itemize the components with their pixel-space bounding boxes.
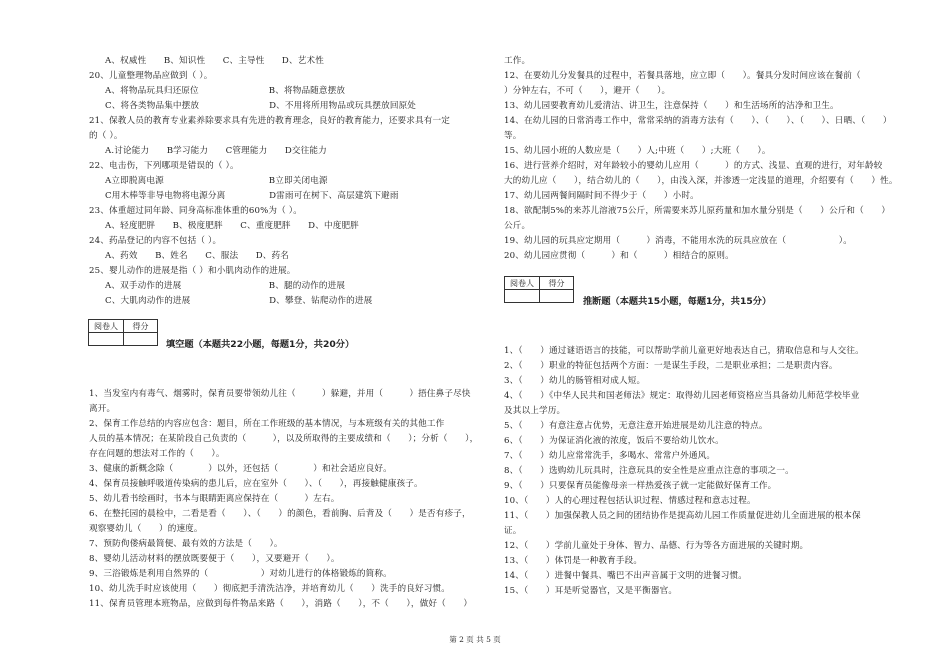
fill-question-line: 大的幼儿应（ ），结合幼儿的（ ），由浅入深，并渗透一定浅显的道理，介绍要有（ ）性。	[504, 176, 898, 186]
fill-question-line: 4、保育员接触呼吸道传染病的患儿后，应在室外（ ）、（ ），再接触健康孩子。	[89, 479, 423, 489]
option-line: C、大肌肉动作的进展 D、攀登、钻爬动作的进展	[105, 296, 373, 306]
score-box	[88, 319, 158, 346]
judge-question-line: 及其以上学历。	[504, 406, 566, 416]
option-line: A、双手动作的进展 B、腿的动作的进展	[105, 281, 346, 291]
fill-question-line: 存在问题的想法对工作的（ ）。	[89, 449, 225, 459]
judge-question-line: 4、（ ）《中华人民共和国老师法》规定：取得幼儿园老师资格应当具备幼儿师范学校毕业	[504, 391, 860, 401]
judge-question-line: 2、（ ）职业的特征包括两个方面：一是谋生手段，二是职业承担；二是职责内容。	[504, 361, 838, 371]
fill-question-line: 12、在要幼儿分发餐具的过程中，若餐具落地，应立即（ ）。餐具分发时间应该在餐前（	[504, 71, 861, 81]
question-line: 22、电击伤，下列哪项是错误的（ ）。	[89, 161, 239, 171]
fill-question-line: 16、进行营养介绍时，对年龄较小的婴幼儿应用（ ）的方式、浅显、直观的进行，对年龄较	[504, 161, 883, 171]
fill-question-line: 公斤。	[504, 221, 531, 231]
fill-question-line: 6、在整托园的晨检中，二看是看（ ）、（ ）的颜色，看前胸、后背及（ ）是否有疹子，	[89, 509, 471, 519]
question-line: 24、药品登记的内容不包括（ ）。	[89, 236, 222, 246]
grader-cell[interactable]	[505, 290, 539, 302]
score-box	[504, 276, 574, 303]
fill-question-line: 17、幼儿园两餐间隔时间不得少于（ ）小时。	[504, 191, 699, 201]
question-line: 20、儿童整理物品应做到（ ）。	[89, 71, 213, 81]
page-number: 第 2 页 共 5 页	[449, 635, 501, 644]
judge-question-line: 14、（ ）进餐中餐具、嘴巴不出声音属于文明的进餐习惯。	[504, 571, 748, 581]
option-line: A、将物品玩具归还原位 B、将物品随意摆放	[105, 86, 346, 96]
fill-question-line: 18、欲配制5%的来苏儿溶液75公斤，所需要来苏儿原药量和加水量分别是（ ）公斤和（ ）	[504, 206, 891, 216]
fill-question-line: 工作。	[504, 56, 531, 66]
fill-question-line: 8、婴幼儿活动材料的摆放既要便于（ ），又要避开（ ）。	[89, 554, 340, 564]
fill-question-line: 5、幼儿看书绘画时，书本与眼睛距离应保持在（ ）左右。	[89, 494, 340, 504]
judge-question-line: 1、（ ）通过谜语语言的技能，可以帮助学前儿童更好地表达自己，猜取信息和与人交往。	[504, 346, 864, 356]
judge-question-line: 5、（ ）有意注意占优势，无意注意开始进展是幼儿注意的特点。	[504, 421, 768, 431]
fill-question-line: 等。	[504, 131, 522, 141]
judge-question-line: 3、（ ）幼儿的肠管相对成人短。	[504, 376, 646, 386]
fill-question-line: 人员的基本情况；在某阶段自己负责的（ ），以及所取得的主要成绩和（ ）；分析（ ），	[89, 434, 479, 444]
fill-question-line: 13、幼儿园要教育幼儿爱清洁、讲卫生，注意保持（ ）和生活场所的洁净和卫生。	[504, 101, 839, 111]
score-label: 得分	[123, 320, 157, 332]
score-cell[interactable]	[123, 333, 157, 345]
option-line: A.讨论能力 B学习能力 C管理能力 D交往能力	[105, 146, 327, 156]
question-line: 的（ ）。	[89, 131, 123, 141]
option-line: A立即脱离电源 B立即关闭电源	[105, 176, 328, 186]
fill-question-line: 11、保育员管理本班物品，应做到每件物品来路（ ），消路（ ），不（ ），做好（ ）	[89, 599, 473, 609]
option-line: A、药效 B、姓名 C、服法 D、药名	[105, 251, 289, 261]
judge-question-line: 证。	[504, 526, 522, 536]
fill-question-line: 14、在幼儿园的日常消毒工作中，常常采纳的消毒方法有（ ）、（ ）、（ ）、日晒、（ ）	[504, 116, 892, 126]
grader-label: 阅卷人	[510, 278, 534, 288]
judge-question-line: 12、（ ）学前儿童处于身体、智力、品德、行为等各方面进展的关键时期。	[504, 541, 809, 551]
fill-question-line: 19、幼儿园的玩具应定期用（ ）消毒，不能用水洗的玩具应放在（ ）。	[504, 236, 852, 246]
fill-question-line: 观察婴幼儿（ ）的速度。	[89, 524, 203, 534]
grader-label: 阅卷人	[94, 321, 118, 331]
question-line: 23、体重超过同年龄、同身高标准体重的60%为（ ）。	[89, 206, 302, 216]
question-line: 21、保教人员的教育专业素养除要求具有先进的教育理念，良好的教育能力，还要求具有一定	[89, 116, 450, 126]
fill-question-line: 1、当发室内有毒气、烟雾时，保育员要带领幼儿往（ ）躲避，并用（ ）捂住鼻子尽快	[89, 389, 471, 399]
fill-question-line: 10、幼儿洗手时应该使用（ ）彻底把手清洗洁净，并培育幼儿（ ）洗手的良好习惯。	[89, 584, 450, 594]
fill-question-line: 3、健康的新概念除（ ）以外，还包括（ ）和社会适应良好。	[89, 464, 392, 474]
option-line: A、轻度肥胖 B、极度肥胖 C、重度肥胖 D、中度肥胖	[105, 221, 359, 231]
judge-question-line: 11、（ ）加强保教人员之间的团结协作是提高幼儿园工作质量促进幼儿全面进展的根本保	[504, 511, 861, 521]
question-line: 25、婴儿动作的进展是指（ ）和小肌肉动作的进展。	[89, 266, 296, 276]
score-cell[interactable]	[539, 290, 573, 302]
fill-question-line: 2、保育工作总结的内容应包含：题目，所在工作班级的基本情况，与本班级有关的其他工作	[89, 419, 445, 429]
fill-section-title: 填空题（本题共22小题，每题1分，共20分）	[166, 339, 355, 350]
judge-question-line: 10、（ ）人的心理过程包括认识过程、情感过程和意志过程。	[504, 496, 756, 506]
judge-question-line: 13、（ ）体罚是一种教育手段。	[504, 556, 643, 566]
judge-question-line: 7、（ ）幼儿应常常洗手，多喝水、常常户外通风。	[504, 451, 716, 461]
option-line: C、将各类物品集中摆放 D、不用将所用物品或玩具摆放回原处	[105, 101, 417, 111]
fill-question-line: 20、幼儿园应贯彻（ ）和（ ）相结合的原则。	[504, 251, 734, 261]
option-line: C用木棒等非导电物将电源分离 D雷雨可在树下、高层建筑下避雨	[105, 191, 399, 201]
judge-question-line: 9、（ ）只要保育员能像母亲一样热爱孩子就一定能做好保育工作。	[504, 481, 777, 491]
grader-cell[interactable]	[89, 333, 123, 345]
option-line: A、权威性 B、知识性 C、主导性 D、艺术性	[105, 56, 324, 66]
fill-question-line: 离开。	[89, 404, 116, 414]
judge-question-line: 15、（ ）耳是听觉器官，又是平衡器官。	[504, 586, 678, 596]
fill-question-line: 15、幼儿园小班的人数应是（ ）人;中班（ ）;大班（ ）。	[504, 146, 771, 156]
score-label: 得分	[539, 277, 573, 289]
fill-question-line: ）分钟左右，不可（ ），避开（ ）。	[504, 86, 671, 96]
judge-question-line: 8、（ ）选购幼儿玩具时，注意玩具的安全性是应重点注意的事项之一。	[504, 466, 794, 476]
fill-question-line: 7、预防佝偻病最简便、最有效的方法是（ ）。	[89, 539, 283, 549]
fill-question-line: 9、三浴锻炼是利用自然界的（ ）对幼儿进行的体格锻炼的简称。	[89, 569, 392, 579]
judge-question-line: 6、（ ）为保证消化液的浓度，饭后不要给幼儿饮水。	[504, 436, 724, 446]
judge-section-title: 推断题（本题共15小题，每题1分，共15分）	[583, 296, 772, 307]
